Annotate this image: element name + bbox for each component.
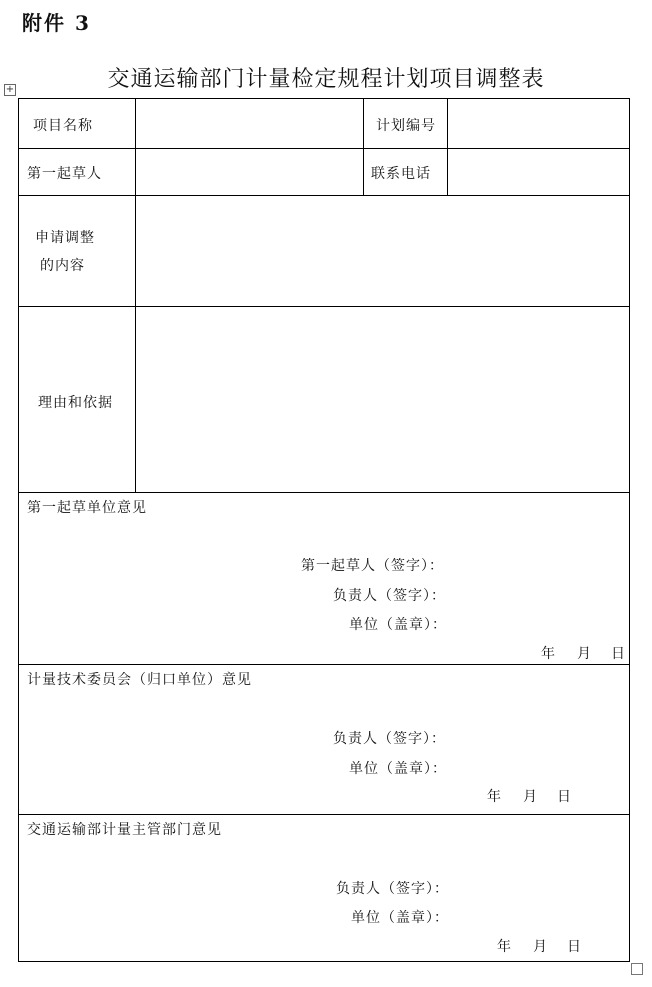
contact-phone-field[interactable] <box>448 149 629 195</box>
plan-number-label: 计划编号 <box>376 118 436 134</box>
ministry-seal-label: 单位（盖章）： <box>351 910 449 926</box>
ministry-date <box>497 936 581 956</box>
drafter-unit-responsible-label: 负责人（签字）： <box>333 588 446 604</box>
page-title: 交通运输部门计量检定规程计划项目调整表 <box>107 67 545 92</box>
section-ministry-opinion <box>19 815 629 961</box>
contact-phone-label: 联系电话 <box>371 166 431 182</box>
adjustment-form-table <box>18 98 630 962</box>
table-resize-handle-icon[interactable] <box>631 963 643 975</box>
attachment-label: 附件 3 <box>22 11 91 35</box>
committee-seal-label: 单位（盖章）： <box>349 761 447 777</box>
date-year: 年 <box>497 939 511 955</box>
project-name-label: 项目名称 <box>33 118 93 134</box>
adjust-content-label-line1: 申请调整 <box>35 230 95 246</box>
plan-number-field[interactable] <box>448 99 629 148</box>
date-year: 年 <box>541 646 555 662</box>
drafter-unit-seal-label: 单位（盖章）： <box>349 617 447 633</box>
row-project-name <box>19 99 629 149</box>
project-name-field[interactable] <box>136 99 363 148</box>
committee-date <box>487 786 571 806</box>
row-adjust-content <box>19 196 629 307</box>
date-day: 日 <box>567 939 581 955</box>
reason-field[interactable] <box>136 307 629 492</box>
section-drafter-unit-opinion <box>19 493 629 665</box>
drafter-unit-opinion-heading: 第一起草单位意见 <box>27 500 147 516</box>
ministry-opinion-heading: 交通运输部计量主管部门意见 <box>27 822 222 838</box>
first-drafter-label: 第一起草人 <box>27 166 102 182</box>
section-committee-opinion <box>19 665 629 815</box>
date-month: 月 <box>533 939 547 955</box>
first-drafter-field[interactable] <box>136 149 363 195</box>
adjust-content-field[interactable] <box>136 196 629 306</box>
date-month: 月 <box>577 646 591 662</box>
date-year: 年 <box>487 789 501 805</box>
drafter-signature-label: 第一起草人（签字）： <box>301 558 444 574</box>
row-reason <box>19 307 629 493</box>
reason-label: 理由和依据 <box>38 395 113 411</box>
adjust-content-label-line2: 的内容 <box>40 258 85 274</box>
date-day: 日 <box>557 789 571 805</box>
drafter-unit-date <box>541 643 625 663</box>
row-first-drafter <box>19 149 629 196</box>
date-month: 月 <box>523 789 537 805</box>
table-move-handle-icon[interactable]: + <box>5 84 15 95</box>
ministry-responsible-label: 负责人（签字）： <box>336 881 449 897</box>
date-day: 日 <box>611 646 625 662</box>
committee-responsible-label: 负责人（签字）： <box>333 731 446 747</box>
committee-opinion-heading: 计量技术委员会（归口单位）意见 <box>27 672 252 688</box>
